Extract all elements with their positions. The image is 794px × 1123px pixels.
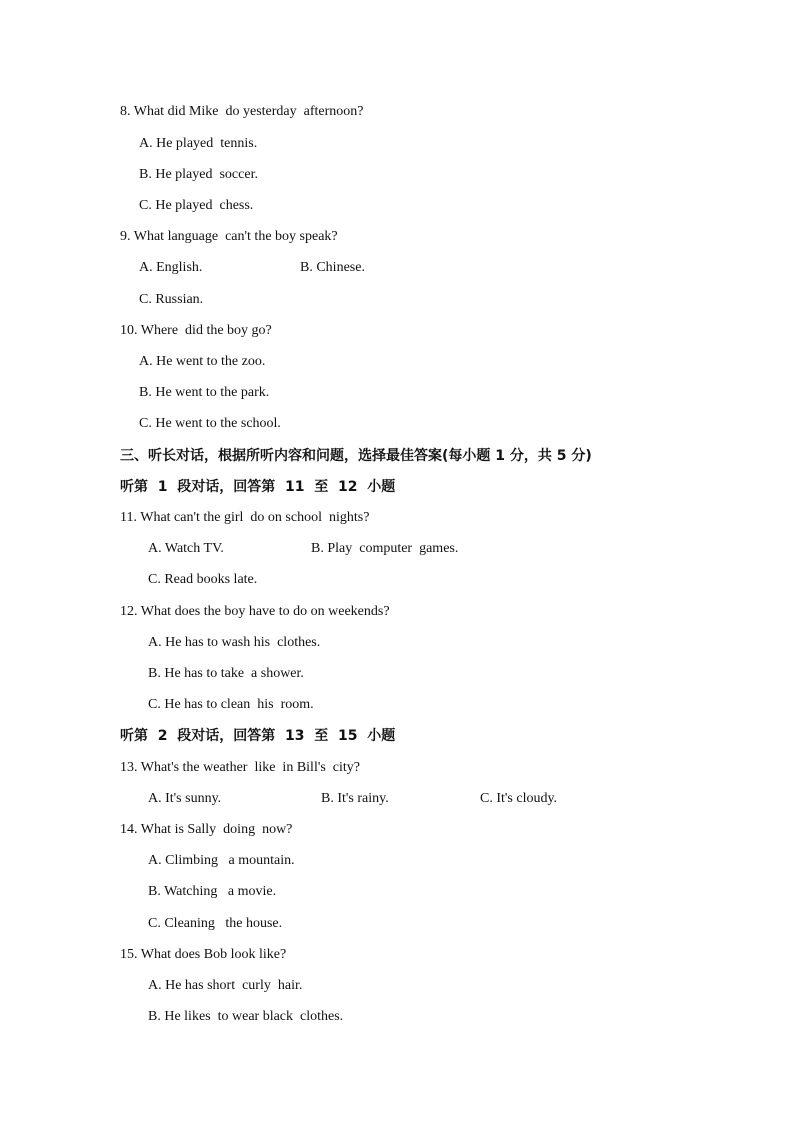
question-13: 13. What's the weather like in Bill's city?: [120, 760, 361, 775]
option-15b: B. He likes to wear black clothes.: [148, 1009, 344, 1024]
option-11a: A. Watch TV.: [148, 541, 224, 556]
option-14a: A. Climbing a mountain.: [148, 853, 295, 868]
section-heading: 三、听长对话，根据所听内容和问题，选择最佳答案(每小题 1 分，共 5 分): [120, 448, 592, 464]
option-10b: B. He went to the park.: [139, 385, 270, 400]
option-11c: C. Read books late.: [148, 572, 258, 587]
option-12b: B. He has to take a shower.: [148, 666, 304, 681]
question-10: 10. Where did the boy go?: [120, 323, 272, 338]
option-8c: C. He played chess.: [139, 198, 254, 213]
option-14c: C. Cleaning the house.: [148, 916, 283, 931]
option-8b: B. He played soccer.: [139, 167, 258, 182]
dialog-2-instruction: 听第 2 段对话，回答第 13 至 15 小题: [120, 728, 396, 744]
question-15: 15. What does Bob look like?: [120, 947, 287, 962]
option-14b: B. Watching a movie.: [148, 884, 277, 899]
option-13b: B. It's rainy.: [321, 791, 389, 806]
option-10c: C. He went to the school.: [139, 416, 281, 431]
question-9: 9. What language can't the boy speak?: [120, 229, 338, 244]
option-12c: C. He has to clean his room.: [148, 697, 314, 712]
question-11: 11. What can't the girl do on school nights?: [120, 510, 370, 525]
option-9b: B. Chinese.: [300, 260, 365, 275]
option-9c: C. Russian.: [139, 292, 204, 307]
option-11b: B. Play computer games.: [311, 541, 459, 556]
question-12: 12. What does the boy have to do on weekends?: [120, 604, 390, 619]
question-14: 14. What is Sally doing now?: [120, 822, 293, 837]
option-12a: A. He has to wash his clothes.: [148, 635, 321, 650]
option-13a: A. It's sunny.: [148, 791, 222, 806]
dialog-1-instruction: 听第 1 段对话，回答第 11 至 12 小题: [120, 479, 396, 495]
option-13c: C. It's cloudy.: [480, 791, 558, 806]
option-8a: A. He played tennis.: [139, 136, 258, 151]
question-8: 8. What did Mike do yesterday afternoon?: [120, 104, 364, 119]
option-15a: A. He has short curly hair.: [148, 978, 303, 993]
option-9a: A. English.: [139, 260, 203, 275]
option-10a: A. He went to the zoo.: [139, 354, 266, 369]
